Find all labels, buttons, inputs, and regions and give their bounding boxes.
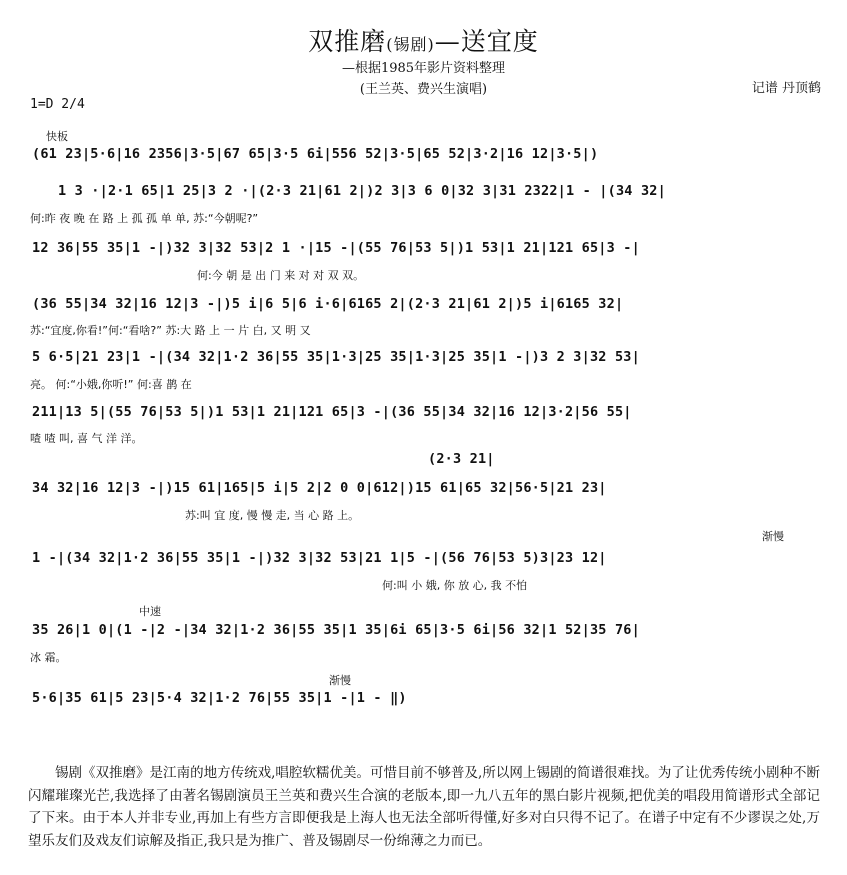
song-title bbox=[0, 22, 847, 58]
score-line: (61 23|5·6|16 2356|3·5|67 65|3·5 6i|556 52|3·5|65 52|3·2|16 12|3·5|) bbox=[32, 146, 599, 162]
title-main: 双推磨 bbox=[308, 27, 387, 56]
lyric-line: 喳 喳 叫, 喜 气 洋 洋。 bbox=[30, 432, 143, 445]
score-line: (2·3 21| bbox=[428, 451, 495, 467]
score-line: 1 -|(34 32|1·2 36|55 35|1 -|)32 3|32 53|21 1|5 -|(56 76|53 5)3|23 12| bbox=[32, 550, 607, 566]
score-line: 12 36|55 35|1 -|)32 3|32 53|2 1 ·|15 -|(55 76|53 5|)1 53|1 21|121 65|3 -| bbox=[32, 240, 640, 256]
title-section: —送宜度 bbox=[434, 27, 539, 56]
title-genre: (锡剧) bbox=[386, 35, 435, 54]
lyric-line: 亮。 何:“小娥,你听!” 何:喜 鹊 在 bbox=[30, 378, 192, 391]
score-line: 1 3 ·|2·1 65|1 25|3 2 ·|(2·3 21|61 2|)2 3|3 6 0|32 3|31 2322|1 - |(34 32| bbox=[58, 183, 666, 199]
score-line: 35 26|1 0|(1 -|2 -|34 32|1·2 36|55 35|1 35|6i 65|3·5 6i|56 32|1 52|35 76| bbox=[32, 622, 640, 638]
score-line: 5·6|35 61|5 23|5·4 32|1·2 76|55 35|1 -|1 - ‖) bbox=[32, 690, 407, 706]
notation-credit: 记谱 丹顶鹤 bbox=[751, 81, 821, 96]
key-signature: 1=D 2/4 bbox=[30, 97, 85, 112]
tempo-mark: 渐慢 bbox=[762, 530, 784, 543]
lyric-line: 何:昨 夜 晚 在 路 上 孤 孤 单 单, 苏:“今朝呢?” bbox=[30, 212, 259, 225]
description-paragraph: 锡剧《双推磨》是江南的地方传统戏,唱腔软糯优美。可惜目前不够普及,所以网上锡剧的简谱很难找。为了让优秀传统小剧种不断闪耀璀璨光芒,我选择了由著名锡剧演员王兰英和费兴生合演的老版本,即一九八五年的黑白影片视频,把优美的唱段用简谱形式全部记了下来。由于本人并非专业,再加上有些方言即便我是上海人也无法全部听得懂,好多对白只得不记了。在谱子中定有不少谬误之处,万望乐友们及戏友们谅解及指正,我只是为推广、普及锡剧尽一份绵薄之力而已。 bbox=[28, 765, 820, 849]
score-line: 211|13 5|(55 76|53 5|)1 53|1 21|121 65|3 -|(36 55|34 32|16 12|3·2|56 55| bbox=[32, 404, 632, 420]
tempo-mark: 快板 bbox=[46, 130, 68, 143]
lyric-line: 苏:叫 宜 度, 慢 慢 走, 当 心 路 上。 bbox=[185, 509, 360, 522]
tempo-mark: 渐慢 bbox=[329, 674, 351, 687]
lyric-line: 何:叫 小 娥, 你 放 心, 我 不怕 bbox=[382, 579, 528, 592]
subtitle-source: —根据1985年影片资料整理 bbox=[341, 61, 506, 76]
score-line: 5 6·5|21 23|1 -|(34 32|1·2 36|55 35|1·3|25 35|1·3|25 35|1 -|)3 2 3|32 53| bbox=[32, 349, 640, 365]
score-line: (36 55|34 32|16 12|3 -|)5 i|6 5|6 i·6|6165 2|(2·3 21|61 2|)5 i|6165 32| bbox=[32, 296, 624, 312]
lyric-line: 何:今 朝 是 出 门 来 对 对 双 双。 bbox=[197, 269, 365, 282]
lyric-line: 苏:“宜度,你看!”何:“看啥?” 苏:大 路 上 一 片 白, 又 明 又 bbox=[30, 324, 311, 337]
lyric-line: 冰 霜。 bbox=[30, 651, 67, 664]
score-line: 34 32|16 12|3 -|)15 61|165|5 i|5 2|2 0 0|612|)15 61|65 32|56·5|21 23| bbox=[32, 480, 607, 496]
tempo-mark: 中速 bbox=[139, 605, 161, 618]
subtitle-performers: (王兰英、费兴生演唱) bbox=[359, 82, 488, 97]
